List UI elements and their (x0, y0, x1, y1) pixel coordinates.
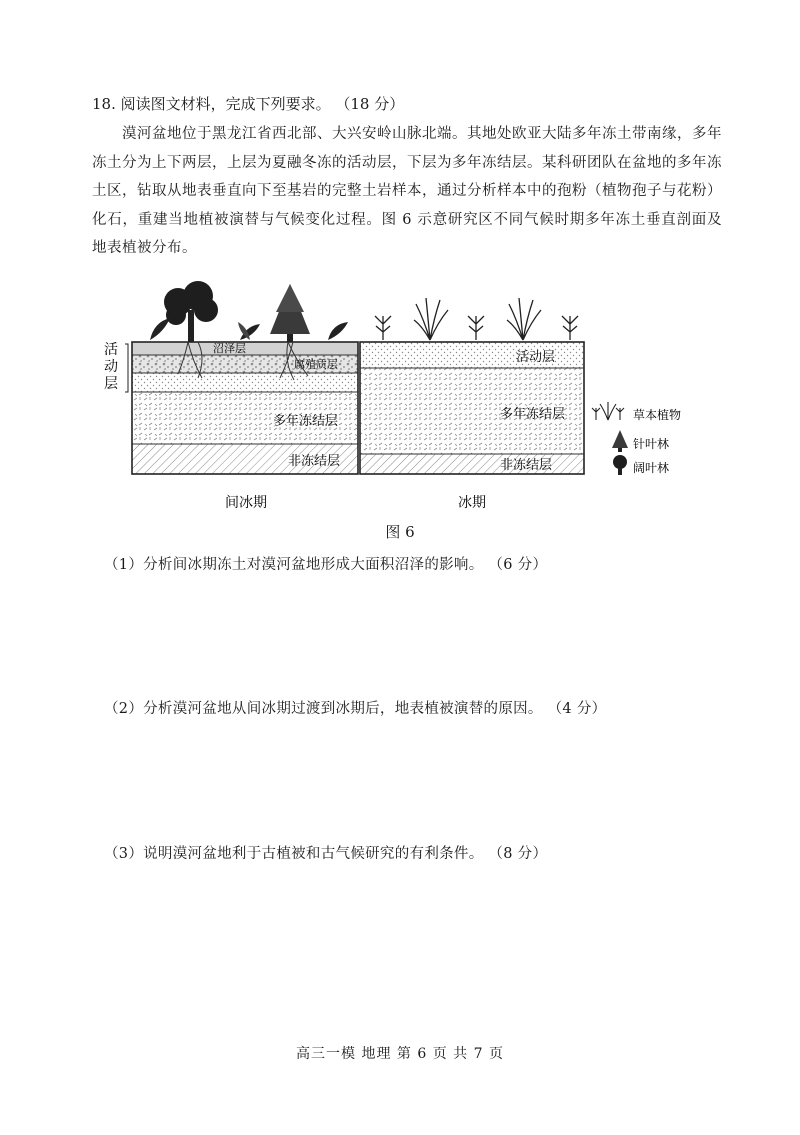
interglacial-vegetation (150, 281, 348, 342)
glacial-period-label: 冰期 (458, 495, 486, 511)
interglacial-profile (132, 342, 358, 474)
active-layer-side-label-char: 层 (104, 376, 118, 392)
active-layer-side-label-char: 活 (104, 342, 118, 358)
conifer-icon (612, 430, 628, 452)
interglacial-unfrozen-label: 非冻结层 (288, 454, 341, 469)
active-layer-side-label (104, 342, 128, 392)
leafy-shrub-icon (150, 318, 170, 340)
interglacial-permafrost-label: 多年冻结层 (273, 414, 339, 429)
glacial-permafrost-label: 多年冻结层 (500, 407, 566, 422)
interglacial-period-label: 间冰期 (225, 495, 267, 511)
conifer-icon (270, 284, 310, 342)
page-footer: 高三一模 地理 第 6 页 共 7 页 (296, 1046, 504, 1062)
sub-question-3: （3）说明漠河盆地利于古植被和古气候研究的有利条件。 （8 分） (104, 846, 548, 862)
grass-icon (414, 298, 448, 340)
grass-icon (375, 316, 391, 340)
active-layer-side-label-char: 动 (104, 359, 118, 375)
grass-icon (468, 316, 484, 340)
active-layer-band (132, 373, 358, 392)
permafrost-profile-figure (98, 282, 718, 511)
sub-question-2: （2）分析漠河盆地从间冰期过渡到冰期后，地表植被演替的原因。 （4 分） (104, 701, 607, 717)
broadleaf-tree-icon (613, 455, 627, 475)
figure-legend (592, 402, 681, 475)
grass-icon (562, 316, 578, 340)
question-intro (92, 120, 722, 263)
question-title: 18. 阅读图文材料，完成下列要求。 （18 分） (92, 95, 405, 113)
humus-layer-label: 腐殖质层 (294, 358, 338, 371)
broadleaf-tree-icon (164, 281, 218, 342)
sub-question-1: （1）分析间冰期冻土对漠河盆地形成大面积沼泽的影响。 （6 分） (104, 557, 548, 573)
swamp-layer-label: 沼泽层 (213, 342, 246, 355)
grass-icon (507, 298, 541, 340)
legend-grass-label: 草本植物 (633, 408, 682, 422)
glacial-unfrozen-label: 非冻结层 (500, 458, 553, 473)
legend-broadleaf-label: 阔叶林 (633, 461, 670, 475)
glacial-active-layer-label: 活动层 (516, 350, 556, 365)
intro-paragraph: 漠河盆地位于黑龙江省西北部、大兴安岭山脉北端。其地处欧亚大陆多年冻土带南缘，多年冻土分为上下两层，上层为夏融冬冻的活动层，下层为多年冻结层。某科研团队在盆地的多年冻土区，钻取从地表垂直向下至基岩的完整土岩样本，通过分析样本中的孢粉（植物孢子与花粉）化石，重建当地植被演替与气候变化过程。图 6 示意研究区不同气候时期多年冻土垂直剖面及地表植被分布。 (92, 126, 722, 256)
glacial-vegetation (375, 298, 578, 340)
glacial-profile (360, 342, 584, 474)
legend-conifer-label: 针叶林 (633, 437, 670, 451)
figure-caption: 图 6 (385, 523, 415, 541)
leafy-shrub-icon (328, 322, 348, 340)
grass-icon (592, 402, 624, 420)
